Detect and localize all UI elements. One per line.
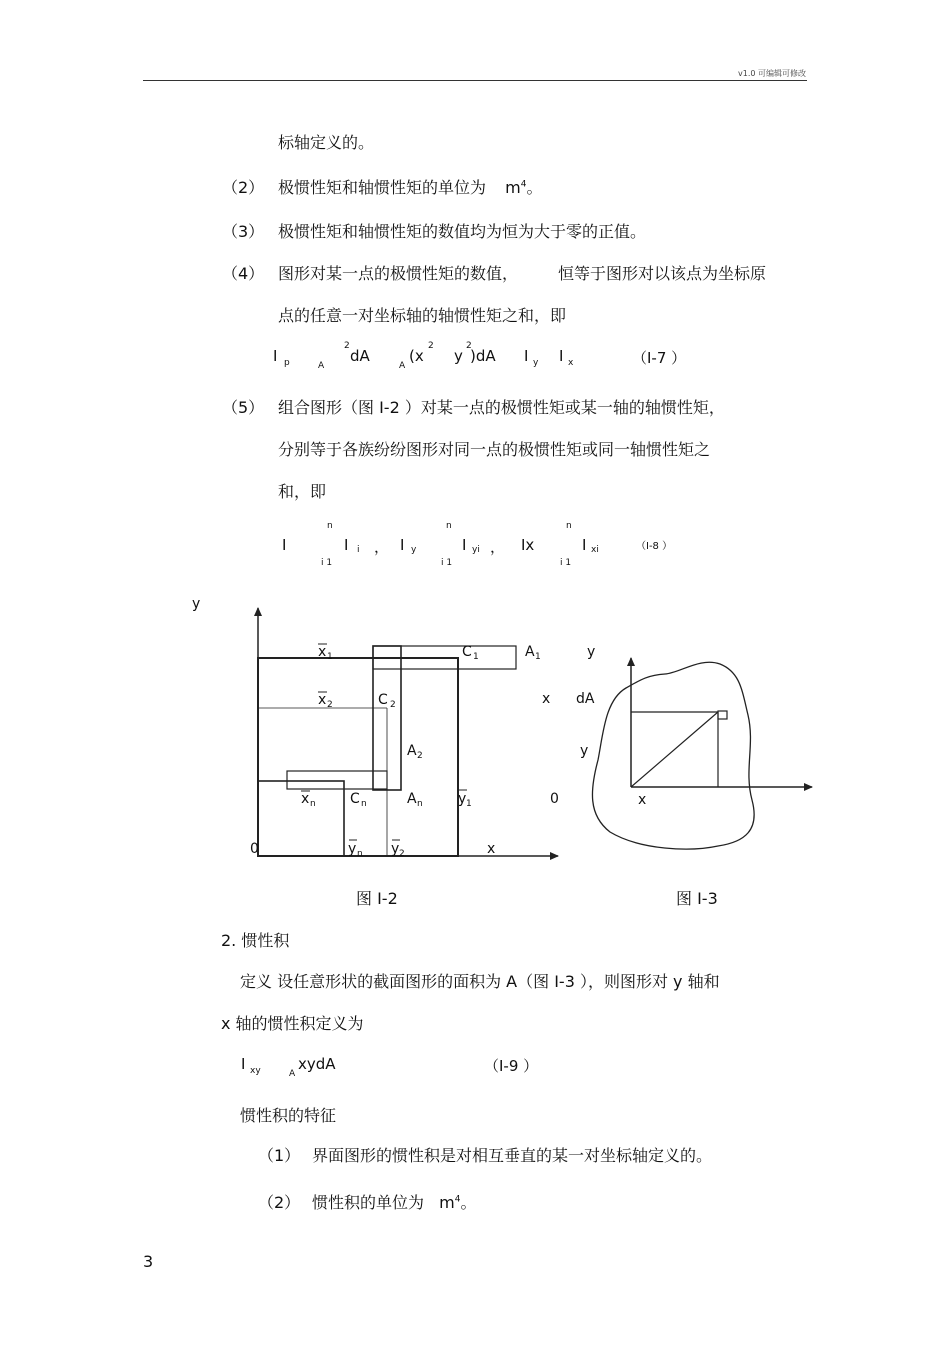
section-2-title: 2. 惯性积 [221, 931, 290, 950]
f7-sq3: 2 [466, 341, 472, 351]
feature-2-label: 惯性积的单位为 [312, 1193, 425, 1212]
fig3-dA-label: dA [576, 691, 595, 707]
f8-i-sub: i [357, 545, 360, 555]
f8-comma2: ， [490, 538, 506, 556]
item-4-text-c: 点的任意一对坐标轴的轴惯性矩之和，即 [278, 306, 567, 325]
f8-Ixi: I [582, 536, 587, 554]
page-number: 3 [143, 1252, 154, 1271]
fig2-x2-label: x [318, 692, 327, 708]
f7-A1: A [318, 361, 325, 371]
fig2-c1-sub: 1 [473, 652, 479, 662]
f8-n1: n [327, 521, 333, 531]
fig2-cn-label: C [350, 791, 360, 807]
fig2-y-label: y [192, 596, 201, 612]
f7-I: I [273, 347, 278, 365]
feature-1-number: （1） [258, 1146, 301, 1165]
f7-sq2: 2 [428, 341, 434, 351]
fig2-x-label: x [487, 841, 496, 857]
fig2-an-sub: n [417, 799, 423, 809]
figure-i2 [258, 608, 558, 856]
figure-i3 [592, 658, 812, 849]
f7-dA: dA [350, 347, 370, 365]
fig2-a1-sub: 1 [535, 652, 541, 662]
f7-x-sub: x [568, 358, 574, 368]
fig2-y2-label: y [391, 841, 400, 857]
fig2-x2-sub: 2 [327, 700, 333, 710]
item-4-text-b: 恒等于图形对以该点为坐标原 [558, 264, 767, 283]
f8-sum2: i 1 [441, 558, 453, 568]
item-3-text: 极惯性矩和轴惯性矩的数值均为恒为大于零的正值。 [278, 222, 647, 241]
feature-title: 惯性积的特征 [240, 1106, 337, 1125]
fig3-y-dist-label: y [580, 743, 589, 759]
item-4-number: （4） [222, 264, 265, 283]
fig2-cn-sub: n [361, 799, 367, 809]
fig3-origin: 0 [550, 791, 559, 807]
f9-I: I [241, 1055, 246, 1073]
item-5-text-b: 分别等于各族纷纷图形对同一点的极惯性矩或同一轴惯性矩之 [278, 440, 711, 459]
f7-y: y [454, 347, 463, 365]
section-2-def-b: x 轴的惯性积定义为 [221, 1014, 364, 1033]
fig3-x-label: x [638, 792, 647, 808]
fig2-xn-label: x [301, 791, 310, 807]
fig2-origin: 0 [250, 841, 259, 857]
item-2-unit: m [505, 178, 521, 197]
f7-Iy: I [524, 347, 529, 365]
feature-2-text [312, 1190, 476, 1213]
f7-Ix: I [559, 347, 564, 365]
fig2-yn-sub: n [357, 849, 363, 859]
fig2-a1-label: A [525, 644, 535, 660]
f7-y-sub: y [533, 358, 539, 368]
f8-comma1: ， [374, 538, 390, 556]
item-5-text-a: 组合图形（图 I-2 ）对某一点的极惯性矩或某一轴的轴惯性矩， [278, 398, 725, 417]
item-3-number: （3） [222, 222, 265, 241]
f8-Ix: Ix [521, 536, 535, 554]
item-2-unit-exp: 4 [520, 179, 527, 190]
fig2-y1-label: y [458, 791, 467, 807]
f8-label: （I-8 ） [636, 541, 673, 552]
fig2-a2-sub: 2 [417, 751, 423, 761]
feature-1-text: 界面图形的惯性积是对相互垂直的某一对坐标轴定义的。 [312, 1146, 713, 1165]
figure-i2-labels [192, 596, 541, 859]
fig2-c2-label: C [378, 692, 388, 708]
f9-xy-sub: xy [250, 1066, 261, 1076]
f8-Iyi: I [462, 536, 467, 554]
f8-y-sub: y [411, 545, 417, 555]
f9-expr: xydA [298, 1055, 336, 1073]
f8-n3: n [566, 521, 572, 531]
header-version-note: v1.0 可编辑可修改 [738, 69, 806, 78]
fig3-dA-element [718, 711, 727, 719]
item-5-text-c: 和，即 [278, 482, 327, 501]
f8-yi-sub: yi [472, 545, 480, 555]
feature-2-end: 。 [460, 1193, 477, 1212]
f8-sum1: i 1 [321, 558, 333, 568]
f7-sq: 2 [344, 341, 350, 351]
fig2-outer-shape [258, 658, 458, 856]
text-line-1: 标轴定义的。 [278, 133, 375, 152]
f8-n2: n [446, 521, 452, 531]
fig2-part-n [287, 771, 387, 789]
item-2-number: （2） [222, 178, 265, 197]
fig2-a2-label: A [407, 743, 417, 759]
f7-open: (x [409, 347, 424, 365]
f7-label: （I-7 ） [632, 349, 687, 367]
fig3-x-dist-label: x [542, 691, 551, 707]
f7-A2: A [399, 361, 406, 371]
fig3-diagonal [631, 712, 718, 787]
figure-i2-caption: 图 I-2 [356, 889, 398, 908]
feature-2-unit-exp: 4 [454, 1194, 461, 1205]
fig2-c1-label: C [462, 644, 472, 660]
item-5-number: （5） [222, 398, 265, 417]
fig2-xn-sub: n [310, 799, 316, 809]
fig3-y-axis-label: y [587, 644, 596, 660]
f8-xi-sub: xi [591, 545, 599, 555]
fig2-y2-sub: 2 [399, 849, 405, 859]
feature-2-unit: m [439, 1193, 455, 1212]
fig2-an-label: A [407, 791, 417, 807]
item-4-text-a: 图形对某一点的极惯性矩的数值， [278, 264, 519, 283]
fig2-x1-label: x [318, 644, 327, 660]
feature-2-number: （2） [258, 1193, 301, 1212]
section-2-def-a: 定义 设任意形状的截面图形的面积为 A（图 I-3 ），则图形对 y 轴和 [240, 972, 720, 991]
f7-p: p [284, 358, 290, 368]
f8-Iy: I [400, 536, 405, 554]
f8-sum3: i 1 [560, 558, 572, 568]
item-2-label: 极惯性矩和轴惯性矩的单位为 [278, 178, 487, 197]
fig3-blob-outline [592, 662, 754, 849]
fig2-c2-sub: 2 [390, 700, 396, 710]
f8-I: I [282, 536, 287, 554]
item-2-end: 。 [526, 178, 543, 197]
f8-Ii: I [344, 536, 349, 554]
fig2-y1-sub: 1 [466, 799, 472, 809]
f7-close: )dA [470, 347, 496, 365]
f9-A: A [289, 1069, 296, 1079]
fig2-yn-label: y [348, 841, 357, 857]
figure-i3-caption: 图 I-3 [676, 889, 718, 908]
fig2-x1-sub: 1 [327, 652, 333, 662]
f9-label: （I-9 ） [484, 1057, 539, 1075]
